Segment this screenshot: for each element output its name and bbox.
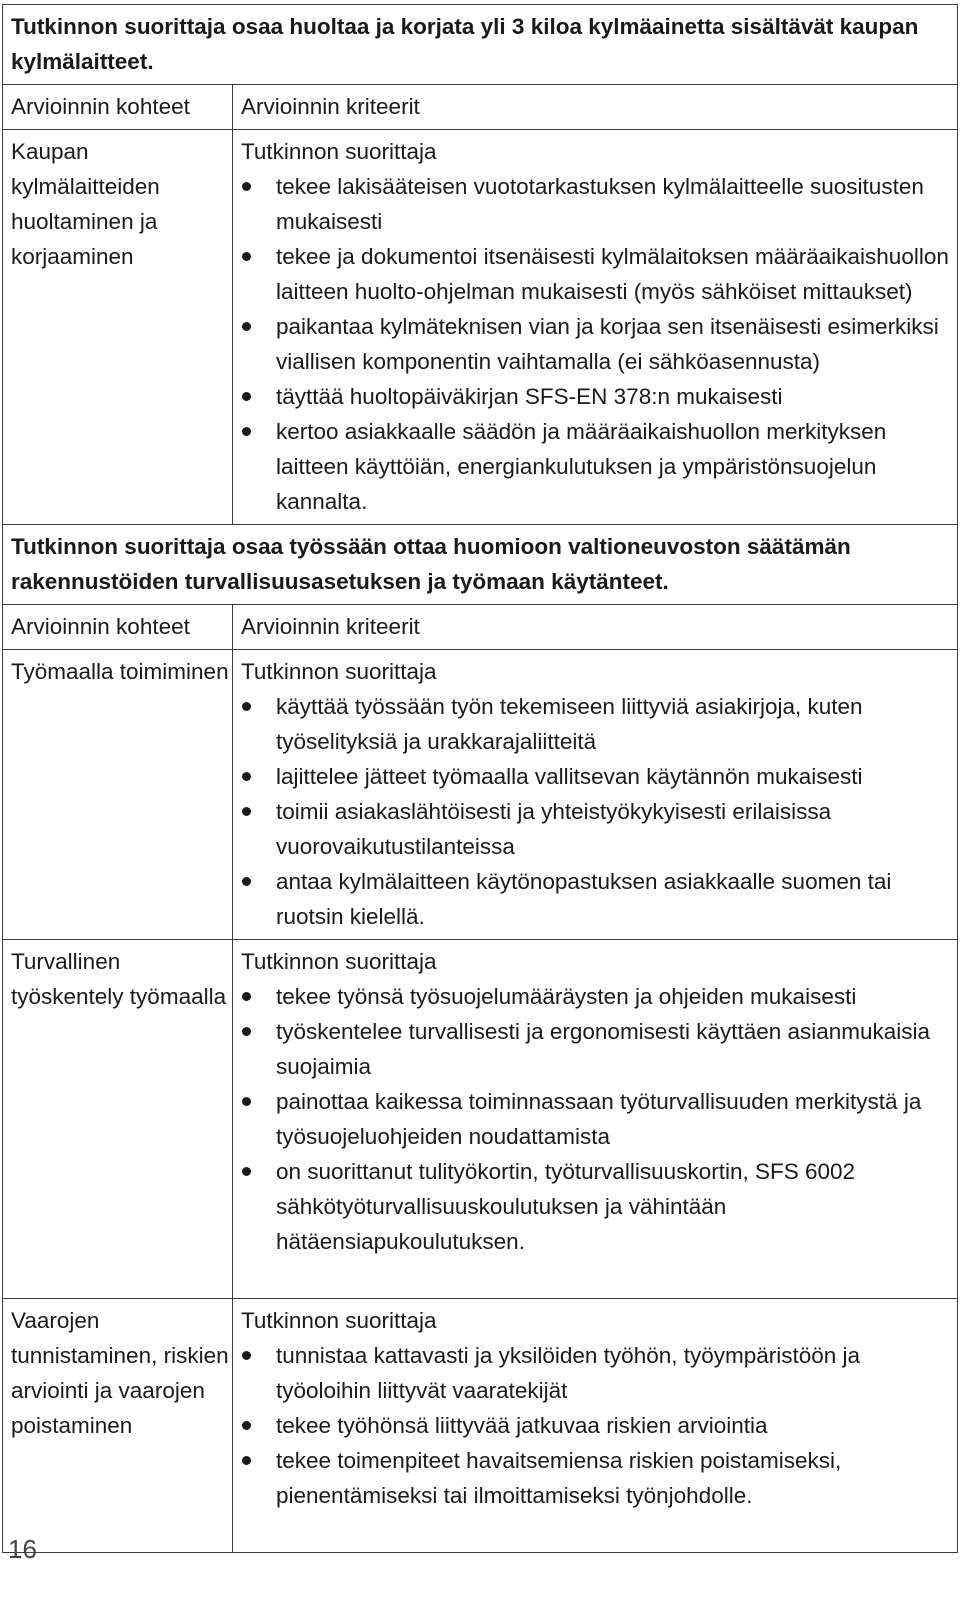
bullet-icon: [242, 1421, 251, 1430]
list-item-text: kertoo asiakkaalle säädön ja määräaikaishuollon merkityksen laitteen käyttöiän, energiankulutuksen ja ympäristönsuojelun kannalta.: [276, 419, 887, 514]
assessment-target: Kaupan kylmälaitteiden huoltaminen ja korjaaminen: [3, 130, 233, 525]
bullet-icon: [242, 807, 251, 816]
list-item-text: täyttää huoltopäiväkirjan SFS-EN 378:n mukaisesti: [276, 384, 783, 409]
assessment-criteria: [233, 650, 958, 940]
bullet-icon: [242, 1097, 251, 1106]
bullet-icon: [242, 702, 251, 711]
list-item: [241, 1154, 957, 1259]
criteria-table: [2, 4, 958, 1553]
bullet-icon: [242, 252, 251, 261]
bullet-icon: [242, 1456, 251, 1465]
criteria-intro: Tutkinnon suorittaja: [241, 949, 437, 974]
column-header-row: [3, 85, 958, 130]
assessment-criteria: [233, 940, 958, 1299]
section-heading-row: [3, 525, 958, 605]
list-item: [241, 379, 957, 414]
list-item-text: tekee työnsä työsuojelumääräysten ja ohjeiden mukaisesti: [276, 984, 857, 1009]
bullet-icon: [242, 877, 251, 886]
criteria-list: [241, 1338, 957, 1513]
list-item-text: tekee lakisääteisen vuototarkastuksen kylmälaitteelle suositusten mukaisesti: [276, 174, 924, 234]
list-item: [241, 1443, 957, 1513]
list-item-text: työskentelee turvallisesti ja ergonomisesti käyttäen asianmukaisia suojaimia: [276, 1019, 931, 1079]
list-item-text: käyttää työssään työn tekemiseen liittyviä asiakirjoja, kuten työselityksiä ja urakkarajaliitteitä: [276, 694, 863, 754]
cell-spacer: [241, 1513, 957, 1547]
column-header-row: [3, 605, 958, 650]
list-item-text: antaa kylmälaitteen käytönopastuksen asiakkaalle suomen tai ruotsin kielellä.: [276, 869, 892, 929]
cell-spacer: [241, 1259, 957, 1293]
criteria-intro: Tutkinnon suorittaja: [241, 139, 437, 164]
assessment-target: Työmaalla toimiminen: [3, 650, 233, 940]
bullet-icon: [242, 992, 251, 1001]
list-item: [241, 1014, 957, 1084]
criteria-row: [3, 940, 958, 1299]
list-item: [241, 759, 957, 794]
section-heading-row: [3, 5, 958, 85]
page-number: 16: [8, 1534, 37, 1564]
list-item-text: tunnistaa kattavasti ja yksilöiden työhön, työympäristöön ja työoloihin liittyvät vaaratekijät: [276, 1343, 861, 1403]
list-item-text: tekee ja dokumentoi itsenäisesti kylmälaitoksen määräaikaishuollon laitteen huolto-ohjelman mukaisesti (myös sähköiset mittaukset): [276, 244, 949, 304]
list-item-text: paikantaa kylmäteknisen vian ja korjaa sen itsenäisesti esimerkiksi viallisen komponentin vaihtamalla (ei sähköasennusta): [276, 314, 939, 374]
column-header-targets: Arvioinnin kohteet: [3, 85, 233, 130]
bullet-icon: [242, 1167, 251, 1176]
criteria-list: [241, 169, 957, 519]
bullet-icon: [242, 427, 251, 436]
list-item-text: on suorittanut tulityökortin, työturvallisuuskortin, SFS 6002 sähkötyöturvallisuuskoulutuksen ja vähintään hätäensiapukoulutuksen.: [276, 1159, 856, 1254]
list-item: [241, 239, 957, 309]
criteria-row: [3, 130, 958, 525]
criteria-intro: Tutkinnon suorittaja: [241, 1308, 437, 1333]
criteria-list: [241, 689, 957, 934]
list-item: [241, 1338, 957, 1408]
assessment-criteria: [233, 130, 958, 525]
bullet-icon: [242, 322, 251, 331]
list-item: [241, 1084, 957, 1154]
assessment-target: Turvallinen työskentely työmaalla: [3, 940, 233, 1299]
list-item: [241, 414, 957, 519]
list-item-text: toimii asiakaslähtöisesti ja yhteistyökykyisesti erilaisissa vuorovaikutustilanteissa: [276, 799, 832, 859]
criteria-row: [3, 1299, 958, 1553]
list-item-text: tekee toimenpiteet havaitsemiensa riskien poistamiseksi, pienentämiseksi tai ilmoittamiseksi työnjohdolle.: [276, 1448, 842, 1508]
criteria-intro: Tutkinnon suorittaja: [241, 659, 437, 684]
list-item: [241, 979, 957, 1014]
list-item: [241, 169, 957, 239]
document-page: [2, 4, 958, 1553]
list-item-text: lajittelee jätteet työmaalla vallitsevan käytännön mukaisesti: [276, 764, 863, 789]
list-item-text: tekee työhönsä liittyvää jatkuvaa riskien arviointia: [276, 1413, 768, 1438]
column-header-criteria: Arvioinnin kriteerit: [233, 85, 958, 130]
list-item: [241, 1408, 957, 1443]
list-item: [241, 864, 957, 934]
column-header-targets: Arvioinnin kohteet: [3, 605, 233, 650]
list-item: [241, 309, 957, 379]
assessment-target: Vaarojen tunnistaminen, riskien arviointi ja vaarojen poistaminen: [3, 1299, 233, 1553]
section-heading: Tutkinnon suorittaja osaa huoltaa ja korjata yli 3 kiloa kylmäainetta sisältävät kaupan kylmälaitteet.: [3, 5, 958, 85]
bullet-icon: [242, 392, 251, 401]
column-header-criteria: Arvioinnin kriteerit: [233, 605, 958, 650]
bullet-icon: [242, 1027, 251, 1036]
list-item-text: painottaa kaikessa toiminnassaan työturvallisuuden merkitystä ja työsuojeluohjeiden noudattamista: [276, 1089, 922, 1149]
bullet-icon: [242, 182, 251, 191]
criteria-row: [3, 650, 958, 940]
list-item: [241, 689, 957, 759]
criteria-list: [241, 979, 957, 1259]
section-heading: Tutkinnon suorittaja osaa työssään ottaa huomioon valtioneuvoston säätämän rakennustöiden turvallisuusasetuksen ja työmaan käytänteet.: [3, 525, 958, 605]
bullet-icon: [242, 772, 251, 781]
bullet-icon: [242, 1351, 251, 1360]
list-item: [241, 794, 957, 864]
assessment-criteria: [233, 1299, 958, 1553]
